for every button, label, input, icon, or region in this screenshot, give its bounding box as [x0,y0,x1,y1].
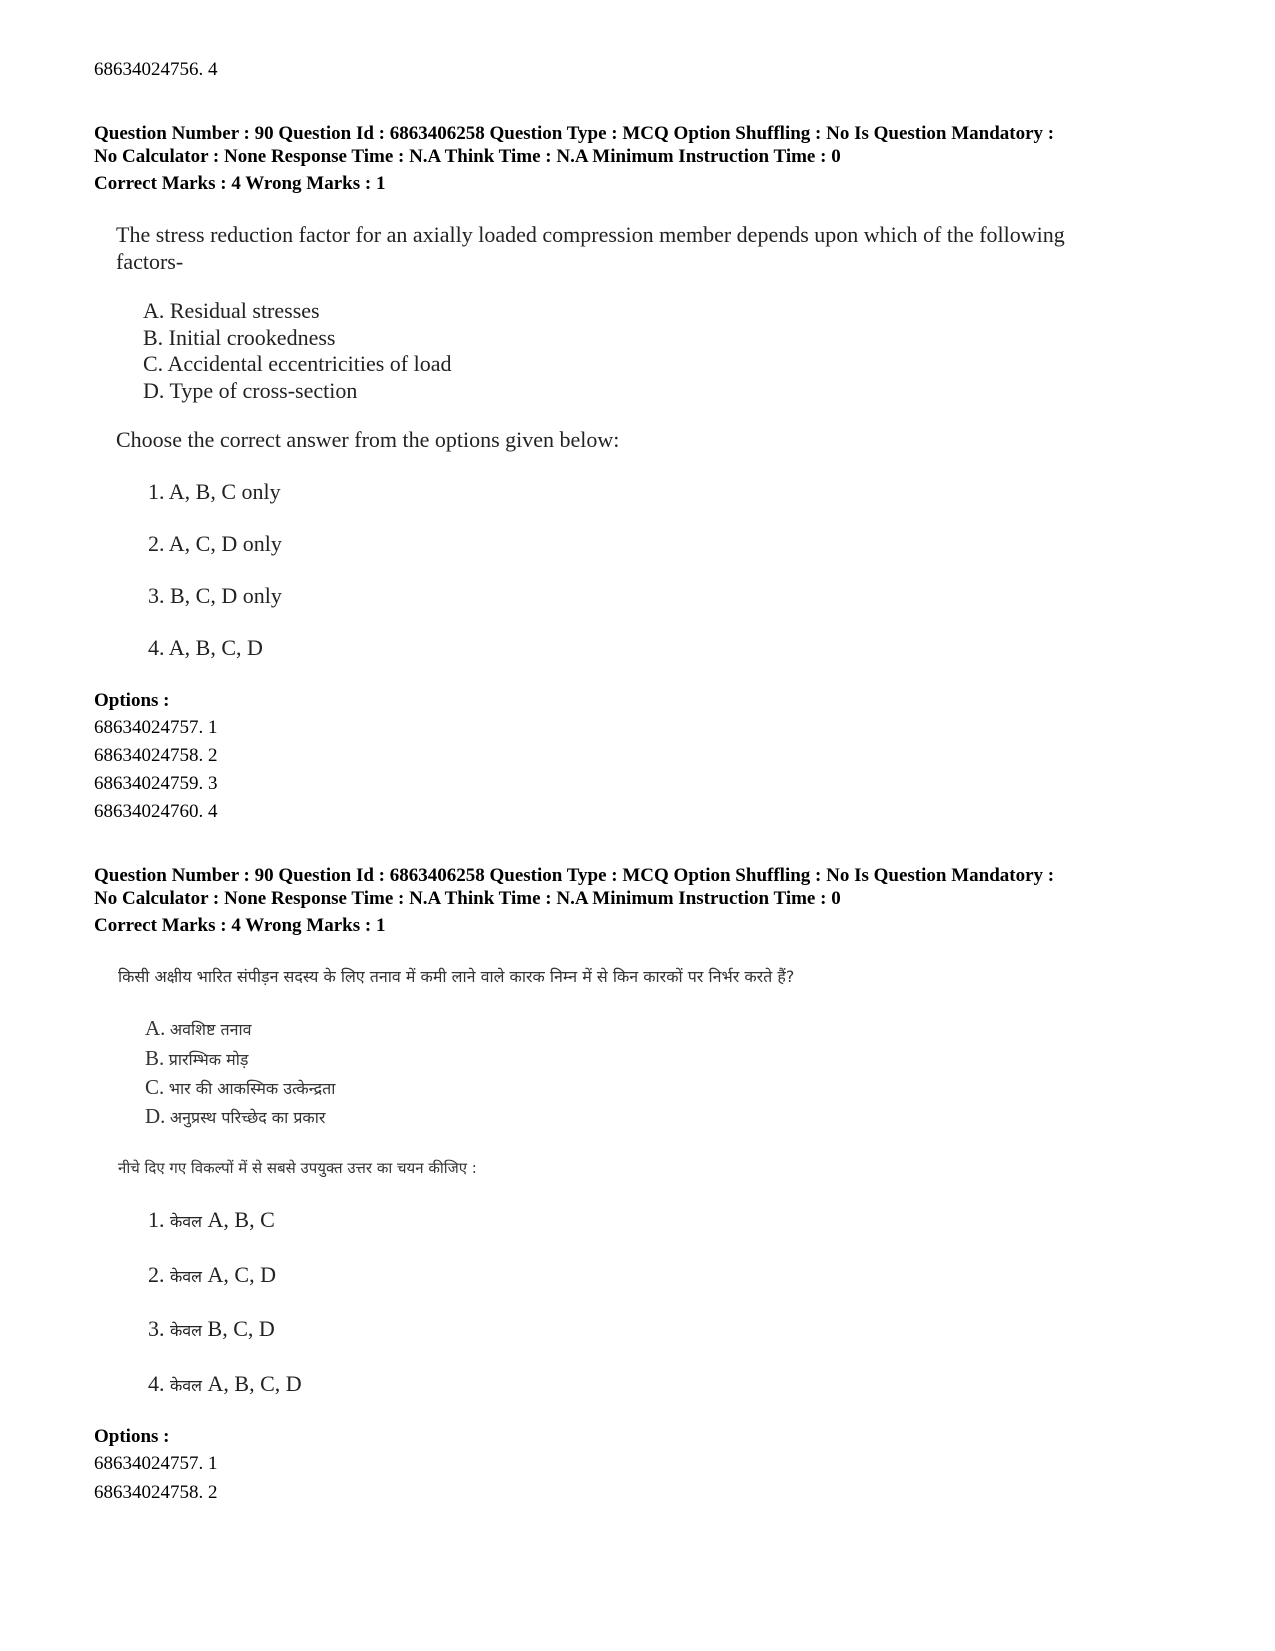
statement-item: D. Type of cross-section [143,378,358,403]
choice-letters: A, B, C [207,1207,275,1232]
answer-choice: 2. A, C, D only [148,531,282,556]
statement-item [145,1103,325,1131]
choice-letters: A, B, C, D [207,1371,302,1396]
answer-choice [148,1206,275,1236]
statement-item: C. Accidental eccentricities of load [143,351,452,376]
option-line: 68634024760. 4 [94,801,218,822]
statement-letter: A. [145,1016,166,1040]
choice-word: केवल [170,1267,203,1286]
statement-text: अनुप्रस्थ परिच्छेद का प्रकार [169,1108,326,1127]
statement-item: A. Residual stresses [143,298,320,323]
choice-letters: A, C, D [207,1262,276,1287]
answer-choice: 3. B, C, D only [148,583,282,608]
answer-choice: 1. A, B, C only [148,479,281,504]
question-text: किसी अक्षीय भारित संपीड़न सदस्य के लिए तनाव में कमी लाने वाले कारक निम्न में से किन कारकों पर निर्भर करते हैं? [118,967,795,986]
choice-number: 1. [148,1207,165,1232]
marks-line: Correct Marks : 4 Wrong Marks : 1 [94,915,386,936]
statement-item: B. Initial crookedness [143,325,336,350]
choice-word: केवल [170,1376,203,1395]
statement-letter: D. [145,1104,166,1128]
option-line: 68634024757. 1 [94,717,218,738]
question-text: The stress reduction factor for an axially loaded compression member depends upon which of the following [116,222,1065,247]
options-label: Options : [94,1426,170,1447]
statement-letter: B. [145,1046,165,1070]
option-line: 68634024756. 4 [94,59,218,80]
question-meta-line: No Calculator : None Response Time : N.A Think Time : N.A Minimum Instruction Time : 0 [94,146,841,167]
answer-choice: 4. A, B, C, D [148,635,263,660]
choice-number: 2. [148,1262,165,1287]
option-line: 68634024758. 2 [94,745,218,766]
question-meta-line: No Calculator : None Response Time : N.A Think Time : N.A Minimum Instruction Time : 0 [94,888,841,909]
choice-number: 3. [148,1316,165,1341]
option-line: 68634024759. 3 [94,773,218,794]
statement-text: अवशिष्ट तनाव [169,1020,252,1039]
question-meta-line: Question Number : 90 Question Id : 6863406258 Question Type : MCQ Option Shuffling : No Is Question Mandatory : [94,123,1055,144]
statement-letter: C. [145,1075,165,1099]
statement-item [145,1015,252,1043]
option-line: 68634024757. 1 [94,1453,218,1474]
question-meta-line: Question Number : 90 Question Id : 6863406258 Question Type : MCQ Option Shuffling : No Is Question Mandatory : [94,865,1055,886]
instruction-text: नीचे दिए गए विकल्पों में से सबसे उपयुक्त उत्तर का चयन कीजिए : [118,1159,477,1177]
choice-letters: B, C, D [207,1316,275,1341]
option-line: 68634024758. 2 [94,1482,218,1503]
choice-word: केवल [170,1321,203,1340]
marks-line: Correct Marks : 4 Wrong Marks : 1 [94,173,386,194]
answer-choice [148,1370,302,1400]
statement-text: भार की आकस्मिक उत्केन्द्रता [168,1079,336,1098]
options-label: Options : [94,690,170,711]
statement-item [145,1074,335,1102]
instruction-text: Choose the correct answer from the options given below: [116,427,620,452]
choice-number: 4. [148,1371,165,1396]
statement-text: प्रारम्भिक मोड़ [168,1050,249,1069]
question-text: factors- [116,249,184,274]
answer-choice [148,1315,275,1345]
choice-word: केवल [170,1212,203,1231]
answer-choice [148,1261,276,1291]
statement-item [145,1045,248,1073]
